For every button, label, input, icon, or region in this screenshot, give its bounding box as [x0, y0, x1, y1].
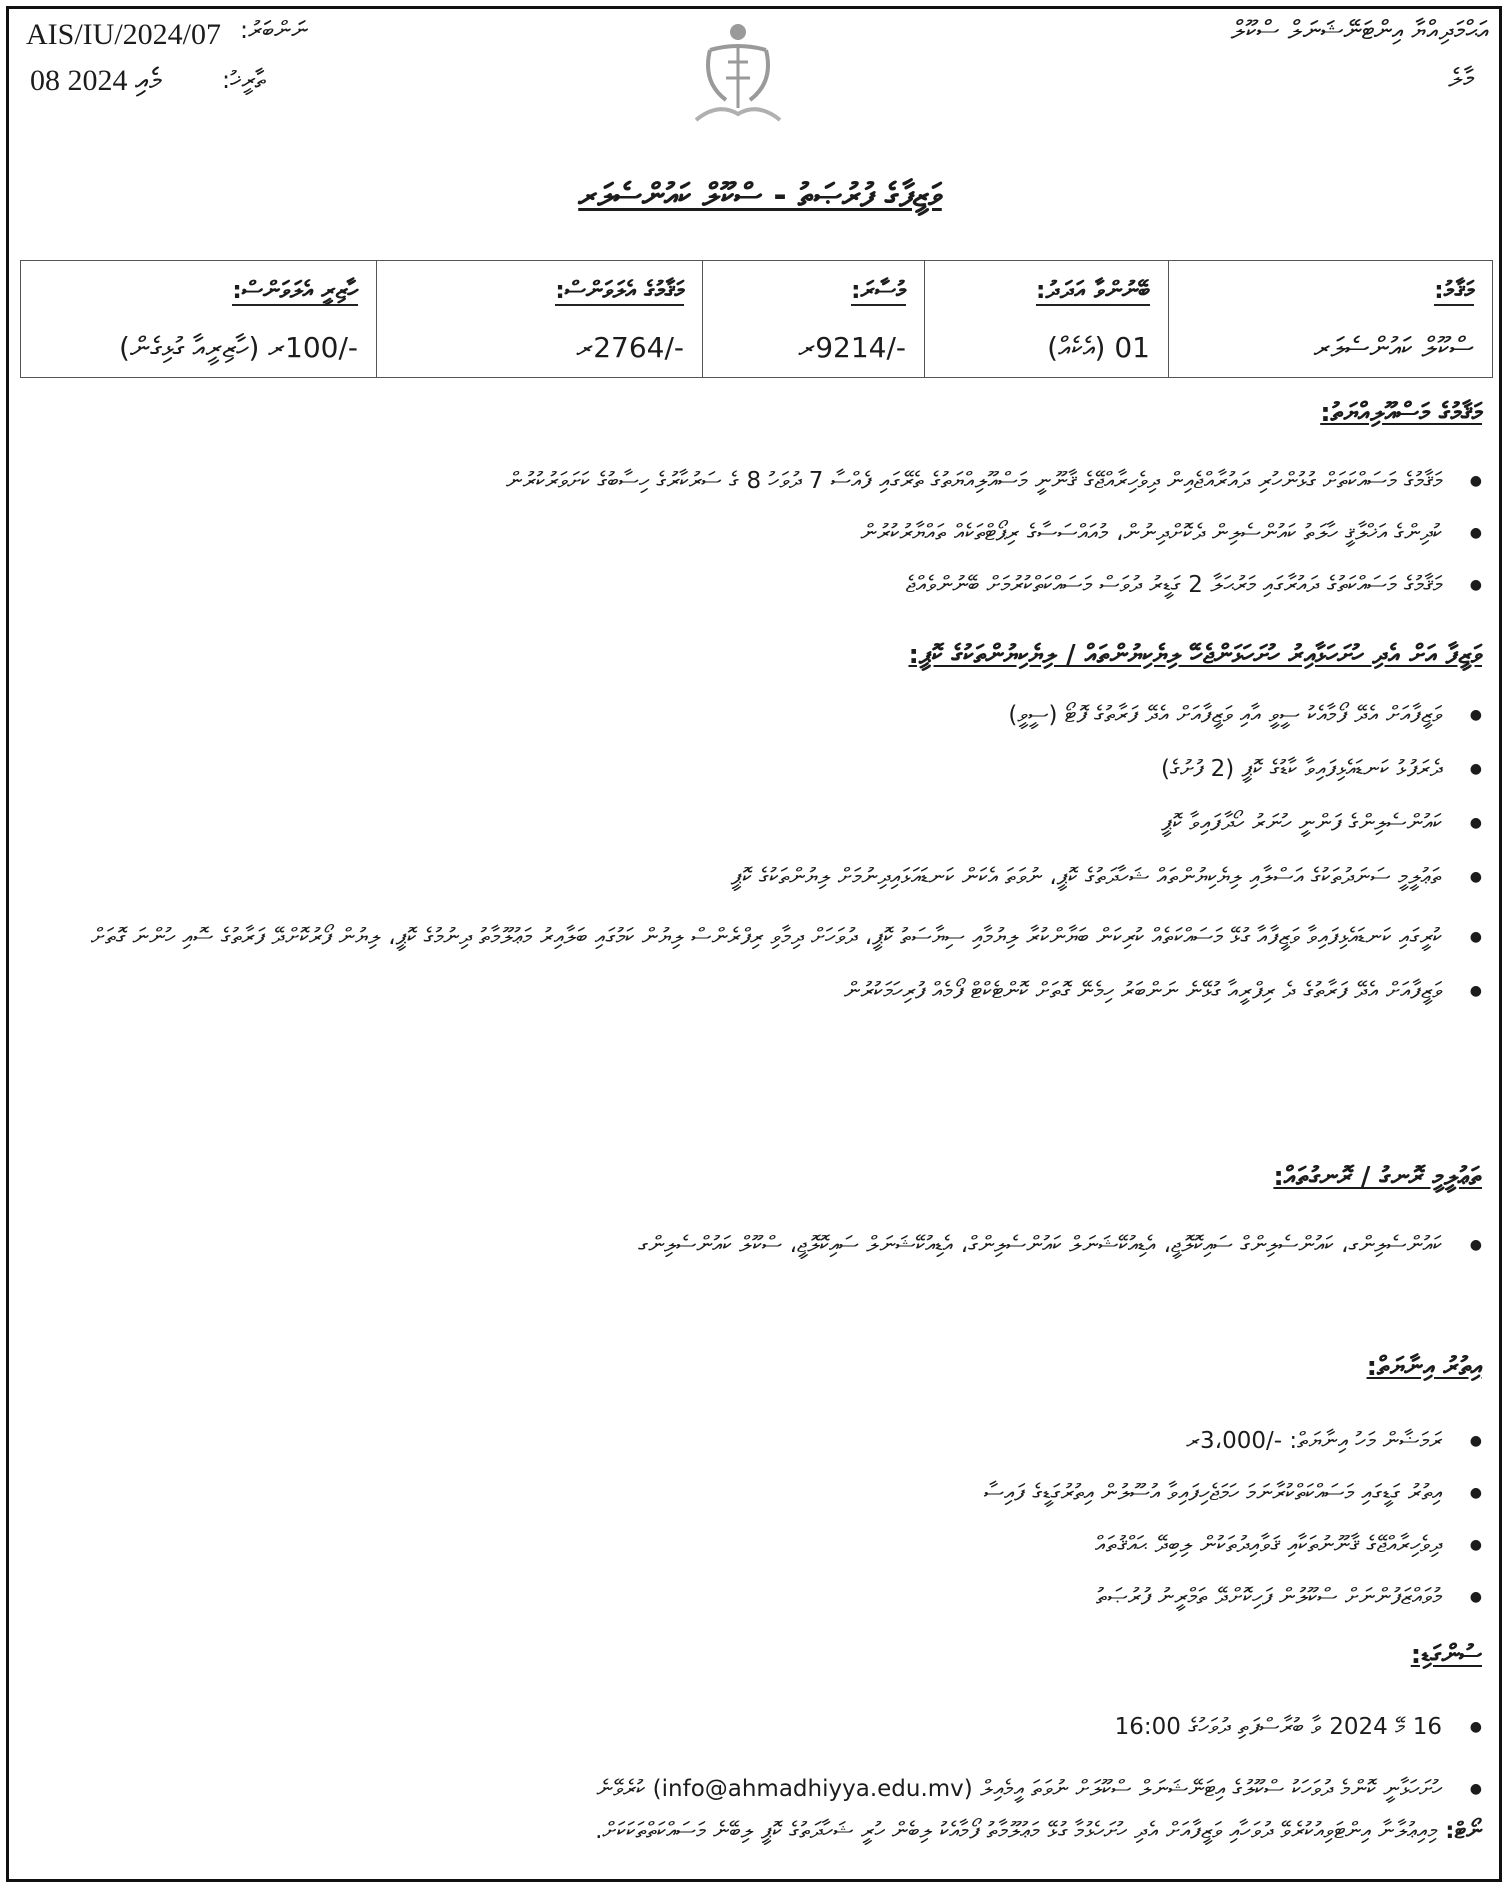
benefits-list [232, 1418, 1482, 1620]
list-item: ● އިތުރު ގަޑީގައި މަސައްކަތްކުރާނަމަ ހަމަޖެހިފައިވާ އުސޫލުން އިތުރުގަޑީގެ ފައިސާ [232, 1470, 1482, 1516]
list-item: ● ދިވެހިރާއްޖޭގެ ޤާނޫނުތަކާއި ޤަވާއިދުތަކުން ލިބިދޭ ޙައްޤުތައް [232, 1522, 1482, 1568]
section-title-duties: މަޤާމުގެ މަސްއޫލިއްޔަތު: [1320, 398, 1482, 428]
qualifications-list [32, 1222, 1482, 1268]
value-count: 01 (އެކެއް) [925, 319, 1169, 378]
note-label: ނޯޓް: [1445, 1818, 1482, 1844]
job-info-table [20, 260, 1493, 378]
list-item: ● ކައުންސެލިންގ، ކައުންސެލިންގް ސައިކޮލޮޖީ، އެޑިއުކޭޝަނަލް ކައުންސެލިންގް، އެޑިއުކޭޝަނަލް ސައިކޮލޮޖީ، ސްކޫލް ކައުންސެލިންގ [32, 1222, 1482, 1268]
list-item: ● ކުދިންގެ އަޚްލާޤީ ހާލަތު ކައުންސެލިން ދެކޮށްދިނުން، މުއައްސަސާގެ ރިޕޯޓްތަކެއް ތައްޔާރުކުރުން [32, 510, 1482, 556]
duties-list [32, 458, 1482, 608]
date-label: ތާރީޚު: [222, 66, 266, 94]
value-attendance-allowance: -/100ރ (ހާޒިރީއާ ގުޅިގެން) [21, 319, 377, 378]
header-post: މަޤާމު: [1169, 261, 1493, 320]
list-item: ● ހުށަހަޅާނީ ކޮންމެ ދުވަހަކު ސްކޫލުގެ އިޓަނޭޝަނަލް ސްކޫލަށް ނުވަތަ އީމެއިލް (info@ahmadhiyya.edu.mv) ކުރެވޭނެ [232, 1766, 1482, 1812]
header-salary: މުސާރަ: [703, 261, 925, 320]
list-item: ● މުވައްޒަފުންނަށް ސްކޫލުން ފަހިކޮށްދޭ ތަމްރީނު ފުރުޞަތު [232, 1574, 1482, 1620]
section-title-documents: ވަޒީފާ އަށް އެދި ހުށަހަޅާއިރު ހުށަހަޅަންޖެހޭ ލިޔެކިޔުންތައް / ލިޔެކިޔުންތަކުގެ ކޮޕީ: [908, 640, 1482, 670]
header-attendance-allowance: ހާޒިރީ އެލަވަންސް: [21, 261, 377, 320]
list-item: ● ތަޢުލީމީ ސަނަދުތަކުގެ އަސްލާއި ލިޔެކިޔުންތައް ޝަހާދަތުގެ ކޮޕީ، ނުވަތަ އެކަން ކަނޑައަޅައިދިނުމަށް ލިޔުންތަކުގެ ކޮޕީ [32, 854, 1482, 900]
section-title-qualifications: ތަޢުލީމީ ރޮނގު / ރޮނގުތައް: [1273, 1162, 1482, 1192]
list-item: ● މަޤާމުގެ މަސައްކަތުގެ ދައުރާގައި މަރުޙަލާ 2 ގަޑީރު ދުވަސް މަސައްކަތްކުރުމަށް ބޭނުންވެއްޖެ [32, 562, 1482, 608]
list-item: ● ދެރަފުޅު ކަނޑައެޅިފައިވާ ކާޑުގެ ކޮޕީ (2 ފުށުގެ) [32, 746, 1482, 792]
school-name: އަޙްމަދިއްޔާ އިންޓަނޭޝަނަލް ސްކޫލް [1230, 16, 1488, 46]
list-item: ● ވަޒީފާއަށް އެދޭ ފަރާތުގެ ދެ ރިފްރީއާ ގުޅޭނެ ނަންބަރު ހިމެނޭ ގޮތަށް ކޮންޓެކްޓް ފޯމެއް ފުރިހަމަކުރުން [32, 968, 1482, 1014]
value-post: ސްކޫލް ކައުންސެލަރ [1169, 319, 1493, 378]
note-text: މިއިޢުލާނާ އިންޓަވިއުކުރެވޭ ދުވަހާއި ވަޒީފާއަށް އެދި ހުށަހެޅުމާ ގުޅޭ މަޢުލޫމާތު ފޯމާއެކު ލިބެން ހުރީ ޝަހާދަތުގެ ކޮޕީ ލިބޭނެ މަސައްކަތްތަކަކަށް. [595, 1818, 1438, 1844]
deadline-list [232, 1704, 1482, 1812]
section-title-deadline: ސުންގަޑި: [1410, 1640, 1482, 1670]
island-name: މާލެ [1448, 64, 1474, 94]
header-post-allowance: މަޤާމުގެ އެލަވަންސް: [377, 261, 703, 320]
school-logo-icon [688, 22, 788, 134]
list-item: ● ކުރީގައި ކަނޑައެޅިފައިވާ ވަޒީފާއާ ގުޅޭ މަސައްކަތެއް ކުރިކަން ބަޔާންކުރާ ލިޔުމާއި ސިޔާސަތު ކޮޕީ، ދުވަހަށް ދިމާވި ރިފްރެންސް ލިޔުން ކަމުގައި ބަލާއިރު މަޢުލޫމާތު ދިނުމުގެ ކޮޕީ، ލިޔުން ފޯރުކޮށްދޭ ފަރާތުގެ ސޮއި ހުންނަ ގޮތަށް [32, 914, 1482, 960]
page-title: ވަޒީފާގެ ފުރުޞަތު - ސްކޫލް ކައުންސެލަރ [578, 176, 942, 214]
header-count: ބޭނުންވާ އަދަދު: [925, 261, 1169, 320]
value-post-allowance: -/2764ރ [377, 319, 703, 378]
list-item: ● ވަޒީފާއަށް އެދޭ ފޯމާއެކު ސީވީ އާއި ވަޒީފާއަށް އެދޭ ފަރާތުގެ ފޮޓޯ (ސީވީ) [32, 692, 1482, 738]
list-item: ● 16 މޭ 2024 ވާ ބުރާސްފަތި ދުވަހުގެ 16:00 [232, 1704, 1482, 1750]
list-item: ● މަޤާމުގެ މަސައްކަތަށް ގުޅުންހުރި ދައުރާއްޖެއިން ދިވެހިރާއްޖޭގެ ޤާނޫނީ މަސްއޫލިއްޔަތުގެ ތެރޭގައި ފެއްސާ 7 ދުވަހު 8 ގެ ސަރުކާރުގެ ހިސާބުގެ ކަށަވަރުކުރުން [32, 458, 1482, 504]
date-value: 08 މެއި 2024 [30, 64, 163, 97]
list-item: ● ކައުންސެލިންގެ ފަންނީ ހުނަރު ހޯދާފައިވާ ކޮޕީ [32, 800, 1482, 846]
documents-list [32, 692, 1482, 1014]
reference-number: AIS/IU/2024/07 [26, 18, 221, 51]
reference-label: ނަންބަރު: [240, 16, 308, 44]
footer-note [42, 1818, 1482, 1844]
value-salary: -/9214ރ [703, 319, 925, 378]
section-title-benefits: އިތުރު އިނާޔަތް: [1366, 1352, 1482, 1382]
list-item: ● ރަމަޟާން މަހު އިނާޔަތް: -/3،000ރ [232, 1418, 1482, 1464]
